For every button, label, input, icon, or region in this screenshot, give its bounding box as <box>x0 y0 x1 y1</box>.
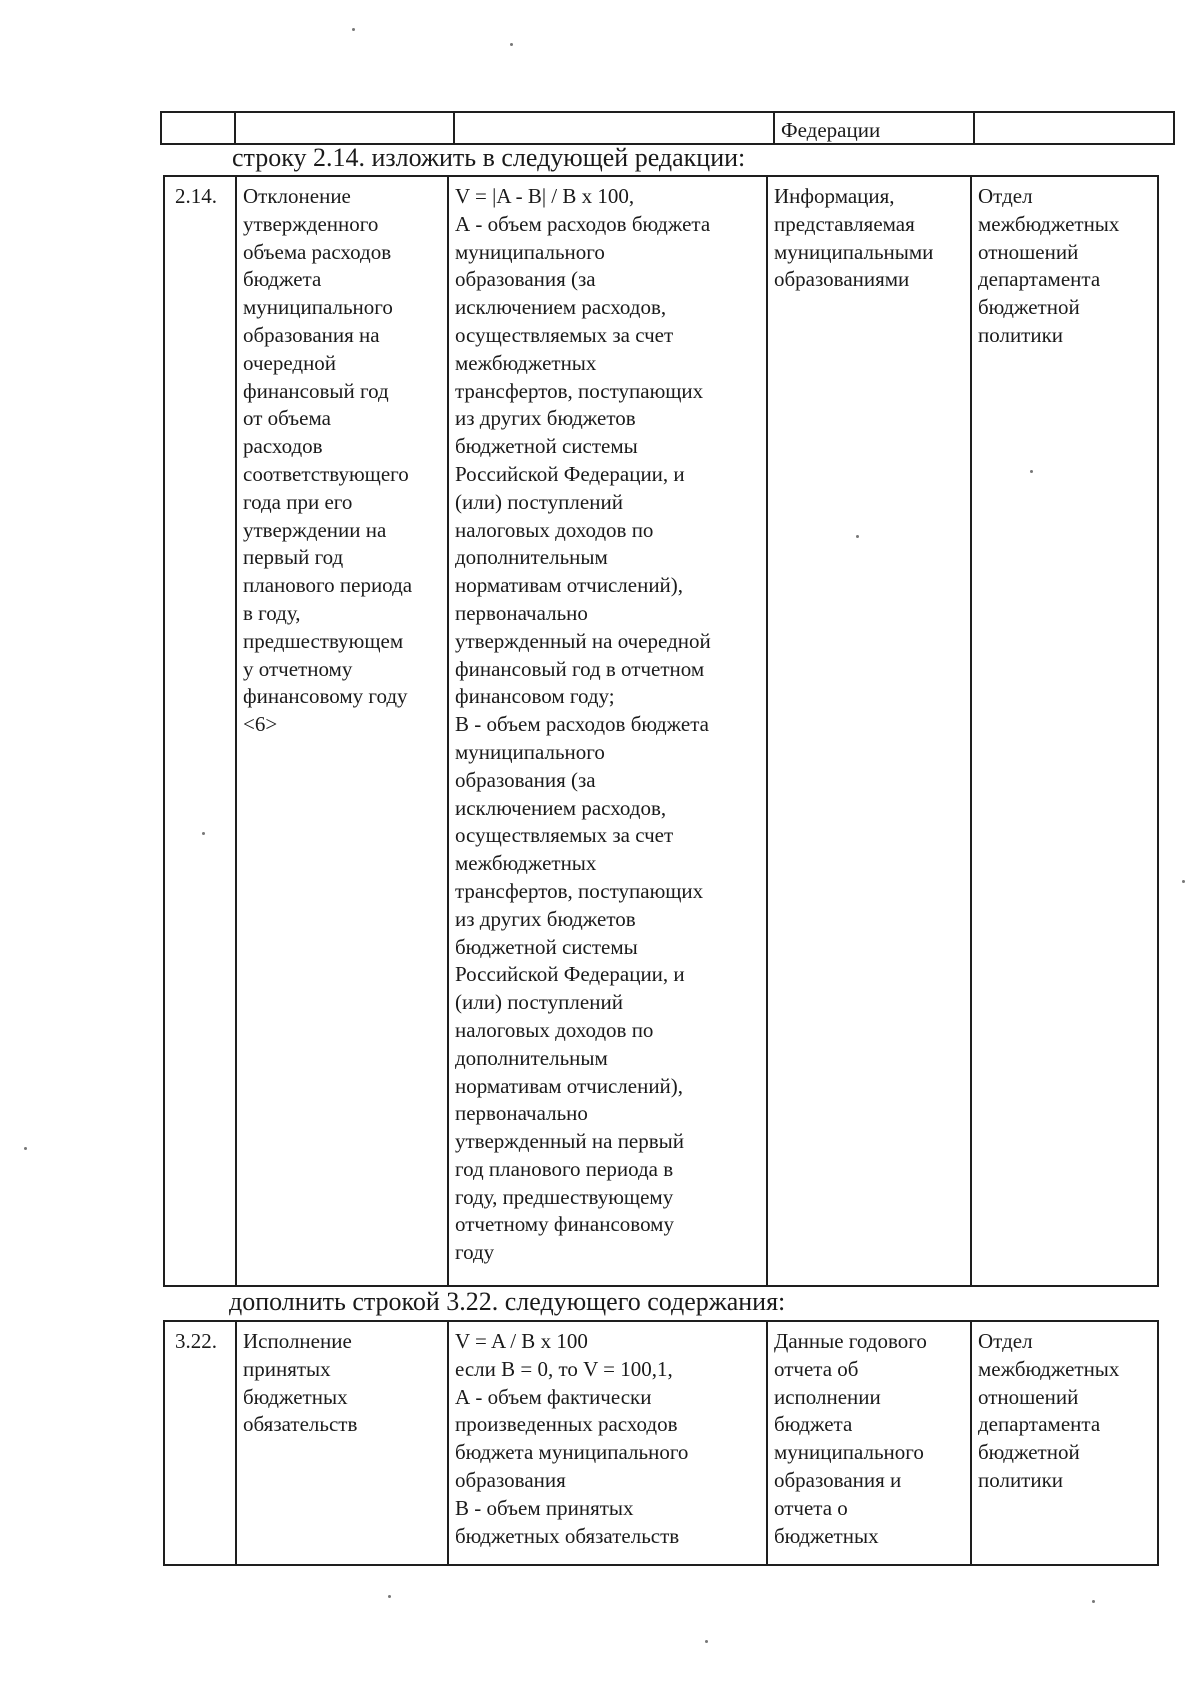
top-cell-4: Федерации <box>773 113 973 143</box>
scan-speck <box>705 1640 708 1643</box>
table-row-3-22 <box>163 1320 1159 1566</box>
scan-speck <box>1092 1600 1095 1603</box>
scan-speck <box>1030 470 1033 473</box>
scan-speck <box>856 535 859 538</box>
table-row-2-14 <box>163 175 1159 1287</box>
section-heading-2-14: строку 2.14. изложить в следующей редакции: <box>232 143 746 172</box>
cell-responsible: Отдел межбюджетных отношений департамента бюджетной политики <box>970 1322 1155 1564</box>
top-cell-1 <box>162 113 234 143</box>
cell-number: 2.14. <box>175 184 217 208</box>
cell-responsible: Отдел межбюджетных отношений департамента бюджетной политики <box>970 177 1155 1285</box>
scan-speck <box>510 43 513 46</box>
scan-speck <box>202 832 205 835</box>
top-fragment-table <box>160 111 1175 145</box>
top-cell-3 <box>453 113 773 143</box>
scan-speck <box>1182 880 1185 883</box>
cell-indicator-name: Отклонение утвержденного объема расходов бюджета муниципального образования на очередной финансовый год от объема расходов соответствующего года при его утверждении на первый год планового периода в году, предшествующем у отчетному финансовому году <6> <box>235 177 447 1285</box>
cell-indicator-name: Исполнение принятых бюджетных обязательств <box>235 1322 447 1564</box>
cell-data-source: Информация, представляемая муниципальными образованиями <box>766 177 970 1285</box>
section-heading-3-22: дополнить строкой 3.22. следующего содержания: <box>229 1287 786 1316</box>
cell-formula: V = A / B x 100 если B = 0, то V = 100,1, А - объем фактически произведенных расходов бюджета муниципального образования В - объем принятых бюджетных обязательств <box>447 1322 766 1564</box>
scan-speck <box>24 1147 27 1150</box>
top-cell-2 <box>234 113 453 143</box>
scan-speck <box>388 1595 391 1598</box>
cell-data-source: Данные годового отчета об исполнении бюджета муниципального образования и отчета о бюджетных <box>766 1322 970 1564</box>
cell-formula: V = |A - B| / B x 100, А - объем расходов бюджета муниципального образования (за исключением расходов, осуществляемых за счет межбюджетных трансфертов, поступающих из других бюджетов бюджетной системы Российской Федерации, и (или) поступлений налоговых доходов по дополнительным нормативам отчислений), первоначально утвержденный на очередной финансовый год в отчетном финансовом году; В - объем расходов бюджета муниципального образования (за исключением расходов, осуществляемых за счет межбюджетных трансфертов, поступающих из других бюджетов бюджетной системы Российской Федерации, и (или) поступлений налоговых доходов по дополнительным нормативам отчислений), первоначально утвержденный на первый год планового периода в году, предшествующему отчетному финансовому году <box>447 177 766 1285</box>
cell-number: 3.22. <box>175 1329 217 1353</box>
top-cell-5 <box>973 113 1171 143</box>
scan-speck <box>352 28 355 31</box>
